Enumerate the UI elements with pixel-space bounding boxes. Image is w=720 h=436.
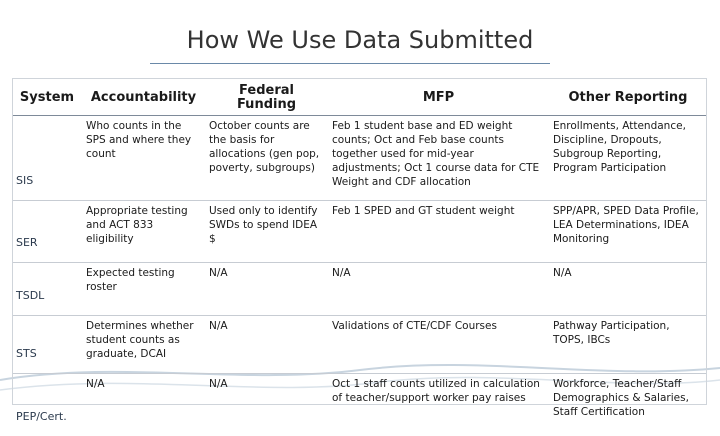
cell-system: SIS	[12, 116, 82, 201]
cell-system: PEP/Cert.	[12, 374, 82, 436]
page-title: How We Use Data Submitted	[0, 26, 720, 54]
data-usage-table	[12, 78, 707, 436]
cell-federal-funding: N/A	[205, 263, 328, 316]
cell-mfp: Validations of CTE/CDF Courses	[328, 316, 549, 374]
header-other-reporting: Other Reporting	[549, 78, 707, 116]
cell-mfp: N/A	[328, 263, 549, 316]
cell-accountability: Determines whether student counts as graduate, DCAI	[82, 316, 205, 374]
cell-federal-funding: Used only to identify SWDs to spend IDEA $	[205, 201, 328, 263]
header-accountability: Accountability	[82, 78, 205, 116]
cell-accountability: Expected testing roster	[82, 263, 205, 316]
cell-system: TSDL	[12, 263, 82, 316]
cell-federal-funding: October counts are the basis for allocations (gen pop, poverty, subgroups)	[205, 116, 328, 201]
table-row	[12, 316, 707, 374]
cell-accountability: Who counts in the SPS and where they count	[82, 116, 205, 201]
cell-accountability: Appropriate testing and ACT 833 eligibility	[82, 201, 205, 263]
header-federal-funding: Federal Funding	[205, 78, 328, 116]
cell-system: SER	[12, 201, 82, 263]
cell-federal-funding: N/A	[205, 316, 328, 374]
cell-other-reporting: SPP/APR, SPED Data Profile, LEA Determinations, IDEA Monitoring	[549, 201, 707, 263]
table-row	[12, 116, 707, 201]
header-mfp: MFP	[328, 78, 549, 116]
cell-other-reporting: N/A	[549, 263, 707, 316]
cell-other-reporting: Workforce, Teacher/Staff Demographics & Salaries, Staff Certification	[549, 374, 707, 436]
title-underline	[150, 63, 550, 64]
table-row	[12, 263, 707, 316]
header-system: System	[12, 78, 82, 116]
cell-other-reporting: Pathway Participation, TOPS, IBCs	[549, 316, 707, 374]
cell-mfp: Feb 1 student base and ED weight counts; Oct and Feb base counts together used for mid-year adjustments; Oct 1 course data for CTE Weight and CDF allocation	[328, 116, 549, 201]
cell-mfp: Feb 1 SPED and GT student weight	[328, 201, 549, 263]
cell-other-reporting: Enrollments, Attendance, Discipline, Dropouts, Subgroup Reporting, Program Participation	[549, 116, 707, 201]
table-header-row	[12, 78, 707, 116]
cell-accountability: N/A	[82, 374, 205, 436]
table-row	[12, 201, 707, 263]
cell-system: STS	[12, 316, 82, 374]
cell-mfp: Oct 1 staff counts utilized in calculation of teacher/support worker pay raises	[328, 374, 549, 436]
cell-federal-funding: N/A	[205, 374, 328, 436]
